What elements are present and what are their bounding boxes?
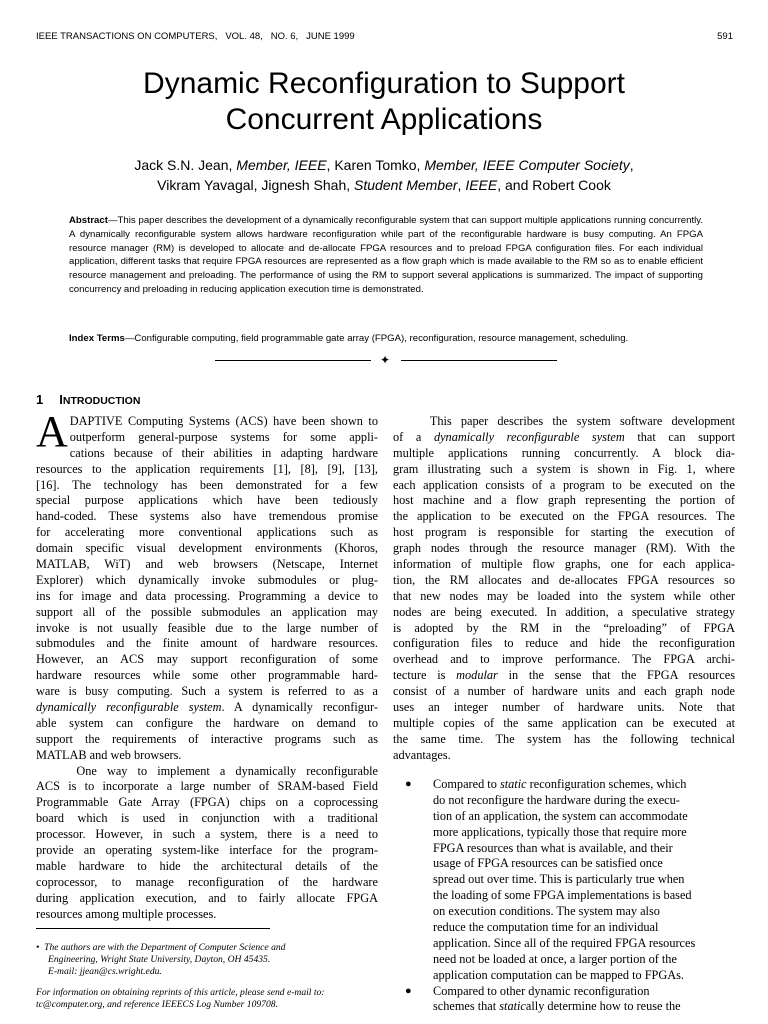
drop-line-1: DAPTIVE Computing Systems (ACS) have been shown to bbox=[69, 414, 378, 428]
body-line: invoke is not usually feasible due to the large number of bbox=[36, 620, 378, 635]
title-line-2: Concurrent Applications bbox=[225, 103, 543, 136]
body-line: during application execution, and to fairly allocate FPGA bbox=[36, 890, 378, 905]
body-line: the application to be executed on the FPGA resources. The bbox=[393, 509, 735, 524]
footnote-bullet: • bbox=[36, 942, 40, 953]
body-line: processor. However, in such a system, there is a need to bbox=[36, 827, 378, 842]
list-item-line: the loading of some FPGA implementations is based bbox=[433, 888, 692, 903]
advantages-list bbox=[405, 777, 735, 1015]
abstract bbox=[69, 214, 703, 297]
body-line: multiple copies of the same application can be executed at bbox=[393, 715, 735, 730]
author-footnote bbox=[36, 942, 378, 977]
body-line: However, an ACS may support reconfiguration of some bbox=[36, 652, 378, 667]
section-number: 1 bbox=[36, 392, 44, 407]
journal-info: IEEE TRANSACTIONS ON COMPUTERS, VOL. 48, NO. 6, JUNE 1999 bbox=[36, 31, 355, 42]
body-line: special purpose applications which have been tediously bbox=[36, 493, 378, 508]
abstract-text: —This paper describes the development of a dynamically reconfigurable system that can support multiple applications running concurrently. A dynamically reconfigurable system allows hardware reconfiguration while part of the reconfigurable hardware is busy computing. An FPGA resource manager (RM) is developed to allocate and de-allocate FPGA resources and to preload FPGA configuration files. For each individual application, different tasks that require FPGA resources are represented as a flow graph which is made available to the RM so as to enable efficient resource management and preloading. The performance of using the RM to support several applications is summarized. The impact of supporting concurrency and preloading in reducing application execution time is demonstrated. bbox=[69, 215, 703, 295]
list-item-line: tion of an application, the system can accommodate bbox=[433, 808, 688, 823]
body-line: uses an integer number of hardware units. Note that bbox=[393, 700, 735, 715]
body-line: host program is responsible for starting the execution of bbox=[393, 525, 735, 540]
body-line: resources among multiple processes. bbox=[36, 906, 217, 921]
author-text: IEEE bbox=[465, 177, 498, 193]
body-line: cations because of their abilities in adapting hardware bbox=[69, 445, 378, 460]
section-divider bbox=[215, 354, 557, 368]
body-line: ACS is to incorporate a large number of SRAM-based Field bbox=[36, 779, 378, 794]
body-line: ware is busy computing. Such a system is referred to as a bbox=[36, 684, 378, 699]
list-item-line: reduce the computation time for an individual bbox=[433, 920, 659, 935]
body-line: nodes are being executed. In addition, a speculative strategy bbox=[393, 604, 735, 619]
list-item-line: need not be loaded at once, a larger portion of the bbox=[433, 951, 677, 966]
body-line: tecture is modular in the sense that the FPGA resources bbox=[393, 668, 735, 683]
body-line: ins for image and data processing. Programming a device to bbox=[36, 588, 378, 603]
list-item-line: FPGA resources than what is available, and their bbox=[433, 840, 673, 855]
body-line: multiple applications running concurrently. A block dia- bbox=[393, 445, 735, 460]
list-item-line: Compared to other dynamic reconfiguration bbox=[433, 983, 650, 998]
reprint-footnote bbox=[36, 987, 378, 1011]
author-text: , and Robert Cook bbox=[497, 177, 611, 193]
body-line: is adopted by the RM in the “preloading” of FPGA bbox=[393, 620, 735, 635]
body-line: MATLAB, WiT) and web browsers (Netscape, Internet bbox=[36, 557, 378, 572]
body-line: hardware resources while some other programmable hard- bbox=[36, 668, 378, 683]
author-text: , Karen Tomko, bbox=[326, 157, 425, 173]
footnote-line: E-mail: jjean@cs.wright.edu. bbox=[48, 965, 162, 977]
abstract-label: Abstract bbox=[69, 215, 108, 226]
author-text: , bbox=[457, 177, 466, 193]
list-item-line: Compared to static reconfiguration schemes, which bbox=[433, 777, 687, 791]
body-line: This paper describes the system software development bbox=[393, 414, 735, 428]
body-line: consist of a number of hardware units and each graph node bbox=[393, 684, 735, 699]
body-line: the same time. The system has the following technical bbox=[393, 731, 735, 746]
divider-line-right bbox=[401, 360, 557, 361]
list-item-line: application. Since all of the required FPGA resources bbox=[433, 935, 696, 950]
bullet-icon: ● bbox=[405, 984, 412, 997]
body-line: submodules and the finite amount of hardware resources. bbox=[36, 636, 378, 651]
body-line: domain specific visual development environments (Khoros, bbox=[36, 541, 378, 556]
list-item-line: application computation can be mapped to FPGAs. bbox=[433, 967, 685, 982]
list-item bbox=[405, 984, 735, 1016]
bullet-icon: ● bbox=[405, 778, 412, 790]
list-item-line: on execution conditions. The system may also bbox=[433, 904, 660, 919]
list-item bbox=[405, 777, 735, 984]
list-item-line: schemes that statically determine how to reuse the bbox=[433, 999, 681, 1014]
section-title-rest: NTRODUCTION bbox=[62, 395, 141, 407]
author-text: Jack S.N. Jean, bbox=[134, 157, 237, 173]
reprint-line: tc@computer.org, and reference IEEECS Log Number 109708. bbox=[36, 998, 278, 1010]
drop-cap: A bbox=[36, 407, 68, 456]
reprint-line: For information on obtaining reprints of this article, please send e-mail to: bbox=[36, 987, 325, 998]
drop-line-2: outperform general-purpose systems for some appli- bbox=[69, 429, 378, 444]
body-line: advantages. bbox=[393, 747, 451, 762]
body-line: graph nodes through the resource manager (RM). With the bbox=[393, 541, 735, 556]
body-line: that new nodes may be loaded into the system while other bbox=[393, 588, 735, 603]
body-line: configuration files to reduce and hide the reconfiguration bbox=[393, 636, 735, 651]
paper-title bbox=[0, 66, 768, 138]
author-text: Student Member bbox=[354, 177, 458, 193]
body-line: gram illustrating such a system is shown in Fig. 1, where bbox=[393, 461, 735, 476]
list-item-line: usage of FPGA resources can be satisfied once bbox=[433, 856, 663, 871]
divider-ornament-icon: ✦ bbox=[380, 353, 391, 367]
body-line: for accelerating more conventional applications such as bbox=[36, 525, 378, 540]
page-number: 591 bbox=[717, 31, 733, 42]
list-item-line: spread out over time. This is particularly true when bbox=[433, 872, 685, 887]
list-item-line: more applications, typically those that require more bbox=[433, 824, 687, 839]
body-line: hand-coded. These systems also have tremendous promise bbox=[36, 509, 378, 524]
index-terms bbox=[69, 332, 709, 346]
index-terms-label: Index Terms bbox=[69, 333, 125, 344]
body-line: host machine and a flow graph representing the portion of bbox=[393, 493, 735, 508]
section-initial: I bbox=[59, 392, 63, 407]
left-column bbox=[36, 407, 378, 923]
author-text: , bbox=[629, 157, 634, 173]
body-line: information of multiple flow graphs, one for each applica- bbox=[393, 557, 735, 572]
author-line-1 bbox=[0, 155, 768, 175]
body-line: provide an operating system-like interface for the program- bbox=[36, 843, 378, 858]
author-text: Vikram Yavagal, Jignesh Shah, bbox=[157, 177, 355, 193]
author-text: Member, IEEE Computer Society bbox=[424, 157, 630, 173]
body-line: tion, the RM allocates and de-allocates FPGA resources so bbox=[393, 572, 735, 587]
body-line: Programmable Gate Array (FPGA) chips on a coprocessing bbox=[36, 795, 378, 810]
footnote-line: Engineering, Wright State University, Dayton, OH 45435. bbox=[48, 953, 271, 965]
body-line: dynamically reconfigurable system. A dynamically reconfigur- bbox=[36, 700, 378, 715]
body-line: able system can configure the hardware on demand to bbox=[36, 715, 378, 730]
author-text: Member, IEEE bbox=[236, 157, 327, 173]
body-line: of a dynamically reconfigurable system that can support bbox=[393, 429, 735, 444]
body-line: mable hardware to hide the architectural details of the bbox=[36, 858, 378, 873]
author-list bbox=[0, 155, 768, 195]
running-header bbox=[36, 31, 733, 45]
body-line: support the requirements of interactive programs such as bbox=[36, 731, 378, 746]
body-line: overhead and to improve performance. The FPGA archi- bbox=[393, 652, 735, 667]
footnote-line: The authors are with the Department of Computer Science and bbox=[44, 942, 286, 953]
body-line: coprocessor, to manage reconfiguration of the hardware bbox=[36, 874, 378, 889]
section-heading bbox=[36, 392, 140, 407]
body-line: [16]. The technology has been demonstrated for a few bbox=[36, 477, 378, 492]
author-line-2 bbox=[0, 175, 768, 195]
body-line: Explorer) which dynamically invoke submodules or plug- bbox=[36, 572, 378, 587]
body-line: One way to implement a dynamically reconfigurable bbox=[36, 763, 378, 778]
index-terms-text: —Configurable computing, field programmable gate array (FPGA), reconfiguration, resource management, scheduling. bbox=[124, 333, 629, 344]
divider-line-left bbox=[215, 360, 371, 361]
body-line: MATLAB and web browsers. bbox=[36, 747, 182, 762]
body-line: support all of the possible submodules an application may bbox=[36, 604, 378, 619]
title-line-1: Dynamic Reconfiguration to Support bbox=[143, 67, 625, 100]
body-line: each application consists of a program to be executed on the bbox=[393, 477, 735, 492]
body-line: board which is used in conjunction with a traditional bbox=[36, 811, 378, 826]
body-line: resources to the application requirements [1], [8], [9], [13], bbox=[36, 461, 378, 476]
right-column bbox=[393, 414, 735, 764]
footnote-rule bbox=[36, 928, 270, 929]
list-item-line: do not reconfigure the hardware during the execu- bbox=[433, 792, 680, 807]
